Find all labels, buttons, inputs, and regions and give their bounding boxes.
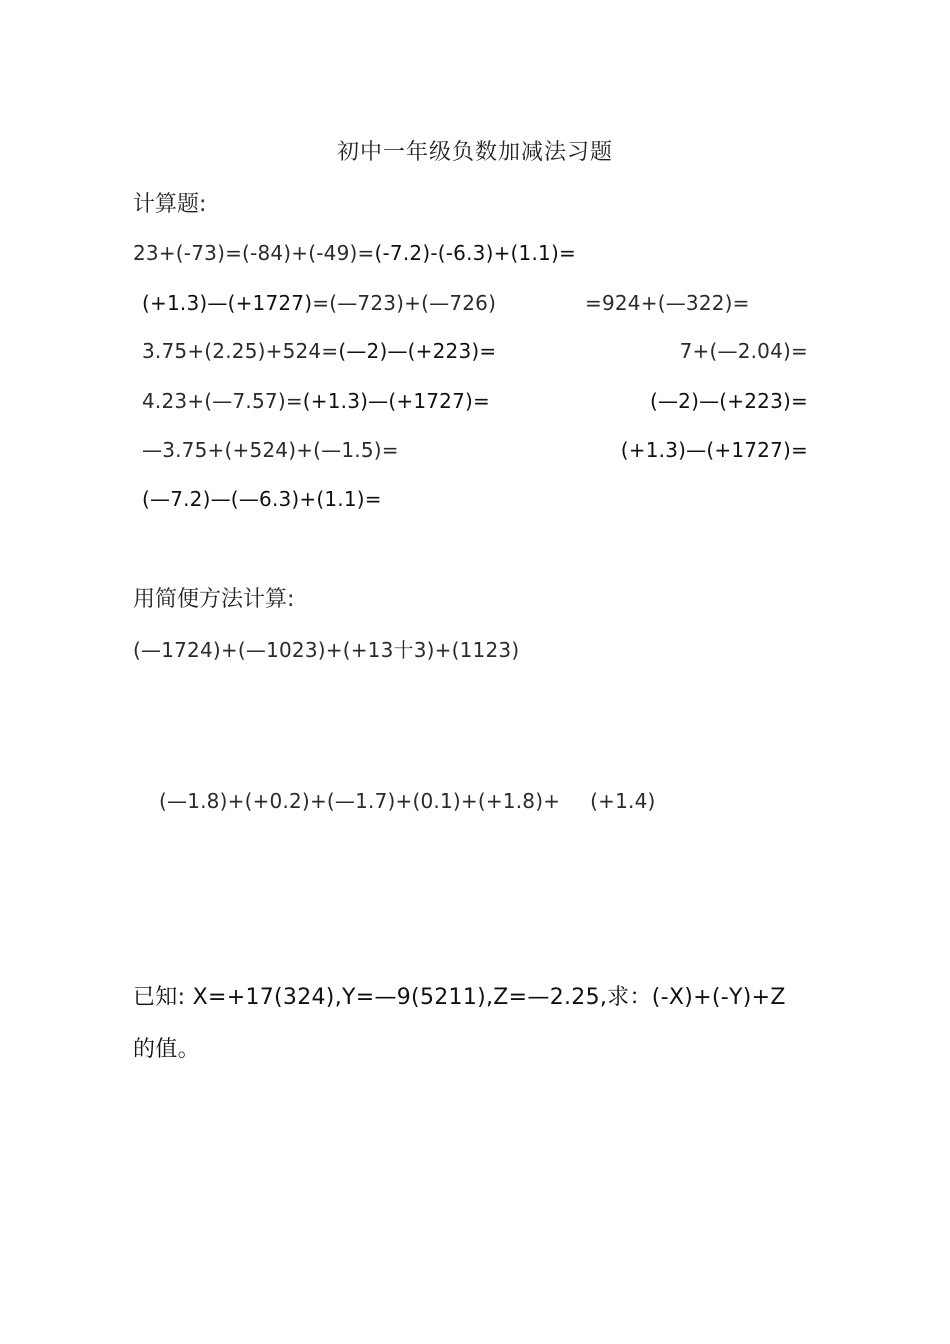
simplified-problem-1: (—1724)+(—1023)+(+13十3)+(1123) (133, 638, 520, 662)
page-title: 初中一年级负数加减法习题 (336, 140, 613, 165)
exercise-4c: (—2)—(+223)= (649, 389, 808, 413)
exercise-3b: (—2)—(+223)= (338, 339, 497, 363)
section-heading-calculation: 计算题: (133, 192, 207, 217)
section-heading-simplified: 用简便方法计算: (133, 587, 295, 612)
exercise-row-2 (142, 290, 496, 316)
exercise-3a: 3.75+(2.25)+524= (142, 339, 339, 363)
given-problem-line-1: 已知: X=+17(324),Y=—9(5211),Z=—2.25,求：(-X)+(-Y)+Z (133, 985, 786, 1010)
exercise-5b: (+1.3)—(+1727)= (620, 438, 808, 462)
exercise-1a: 23+(-73)=(-84)+(-49)= (133, 241, 375, 265)
exercise-row-3 (142, 338, 496, 364)
exercise-4b: (+1.3)—(+1727)= (302, 389, 490, 413)
exercise-3c: 7+(—2.04)= (679, 339, 808, 363)
simplified-problem-2a: (—1.8)+(+0.2)+(—1.7)+(0.1)+(+1.8)+ (159, 789, 561, 813)
exercise-4a: 4.23+(—7.57)= (142, 389, 303, 413)
exercise-5a: —3.75+(+524)+(—1.5)= (142, 438, 399, 462)
exercise-1b: (-7.2)-(-6.3)+(1.1)= (374, 241, 576, 265)
exercise-row-1 (133, 240, 576, 266)
simplified-problem-2 (159, 788, 656, 814)
given-problem-line-2: 的值。 (133, 1037, 200, 1062)
exercise-row-4 (142, 388, 490, 414)
simplified-problem-2b: (+1.4) (590, 789, 656, 813)
exercise-2a: (+1.3)—(+1727) (142, 291, 313, 315)
exercise-2c: =924+(—322)= (585, 291, 750, 315)
exercise-6a: (—7.2)—(—6.3)+(1.1)= (142, 487, 382, 511)
exercise-2b: =(—723)+(—726) (312, 291, 497, 315)
